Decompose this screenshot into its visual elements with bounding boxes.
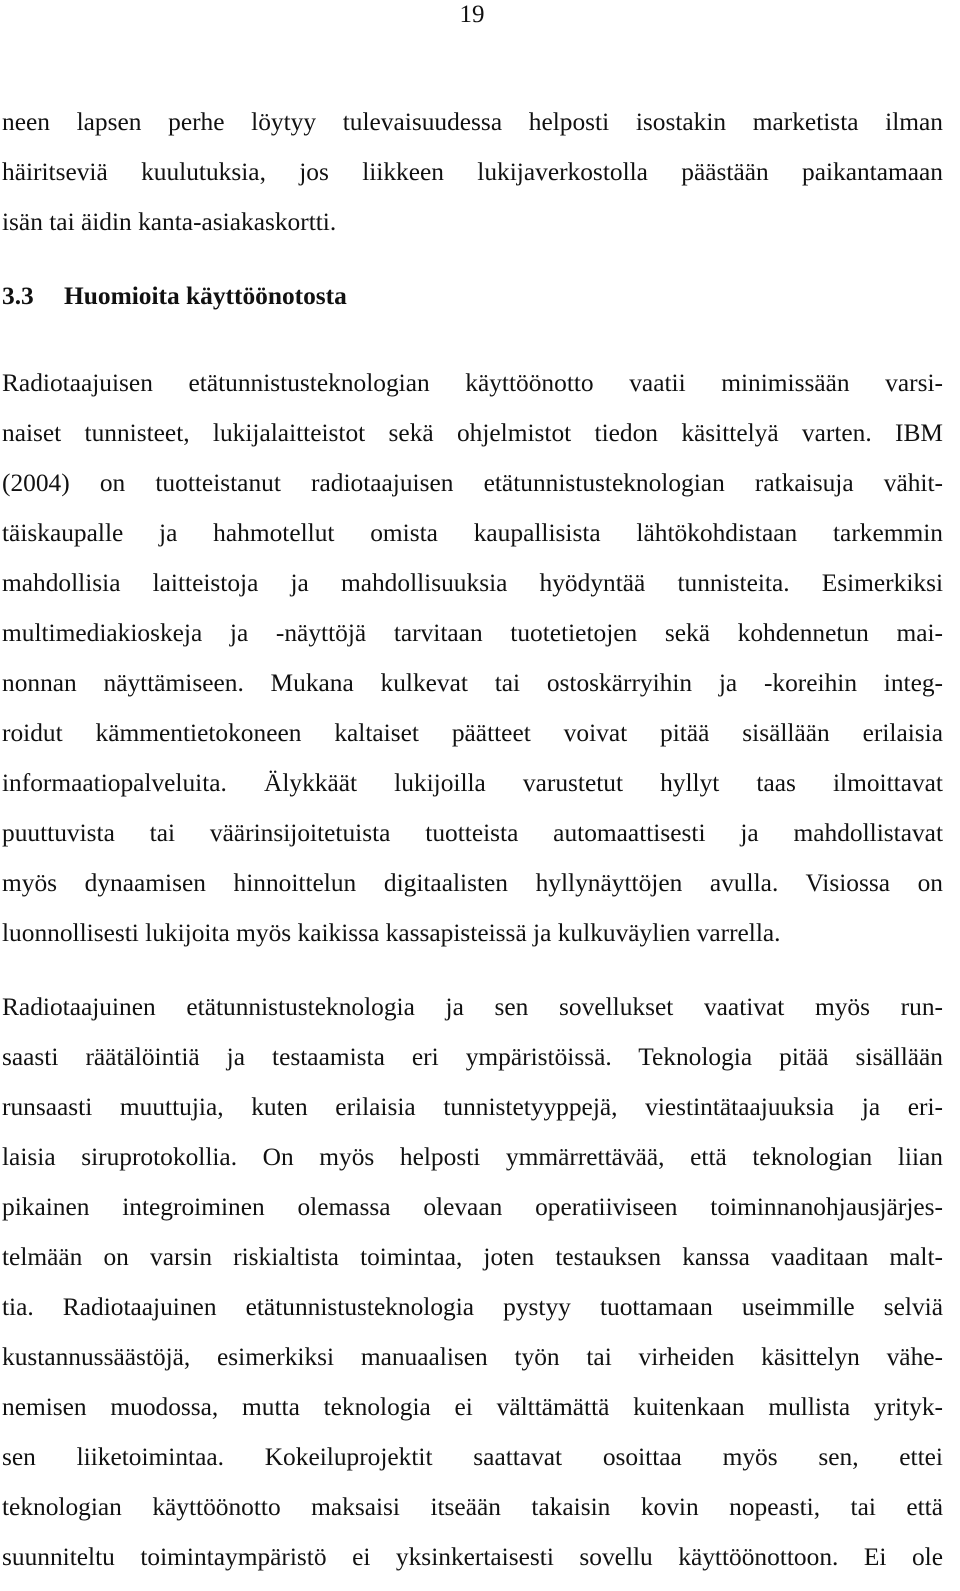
text-line: luonnollisesti lukijoita myös kaikissa kassapisteissä ja kulkuväylien varrella. [2,919,781,947]
text-line: kustannussäästöjä, esimerkiksi manuaalisen työn tai virheiden käsittelyn vähe- [2,1343,943,1371]
text-line: puuttuvista tai väärinsijoitetuista tuotteista automaattisesti ja mahdollistavat [2,819,943,847]
text-line: tia. Radiotaajuinen etätunnistusteknologia pystyy tuottamaan useimmille selviä [2,1293,943,1321]
text-line: multimediakioskeja ja -näyttöjä tarvitaan tuotetietojen sekä kohdennetun mai- [2,619,943,647]
text-line: sen liiketoimintaa. Kokeiluprojektit saattavat osoittaa myös sen, ettei [2,1443,943,1471]
section-heading [2,279,347,313]
section-title: Huomioita käyttöönotosta [64,282,347,310]
text-line: (2004) on tuotteistanut radiotaajuisen etätunnistusteknologian ratkaisuja vähit- [2,469,943,497]
text-line: saasti räätälöintiä ja testaamista eri ympäristöissä. Teknologia pitää sisällään [2,1043,943,1071]
text-line: neen lapsen perhe löytyy tulevaisuudessa helposti isostakin marketista ilman [2,108,943,136]
text-line: runsaasti muuttujia, kuten erilaisia tunnistetyyppejä, viestintätaajuuksia ja eri- [2,1093,943,1121]
text-line: täiskaupalle ja hahmotellut omista kaupallisista lähtökohdistaan tarkemmin [2,519,943,547]
page-number: 19 [459,1,485,28]
text-line: informaatiopalveluita. Älykkäät lukijoilla varustetut hyllyt taas ilmoittavat [2,769,943,797]
text-line: mahdollisia laitteistoja ja mahdollisuuksia hyödyntää tunnisteita. Esimerkiksi [2,569,943,597]
text-line: suunniteltu toimintaympäristö ei yksinkertaisesti sovellu käyttöönottoon. Ei ole [2,1543,943,1571]
text-line: telmään on varsin riskialtista toimintaa, joten testauksen kanssa vaaditaan malt- [2,1243,943,1271]
text-line: isän tai äidin kanta-asiakaskortti. [2,208,337,236]
text-line: teknologian käyttöönotto maksaisi itseään takaisin kovin nopeasti, tai että [2,1493,943,1521]
text-line: naiset tunnisteet, lukijalaitteistot sekä ohjelmistot tiedon käsittelyä varten. IBM [2,419,943,447]
text-line: pikainen integroiminen olemassa olevaan operatiiviseen toiminnanohjausjärjes- [2,1193,943,1221]
text-line: myös dynaamisen hinnoittelun digitaalisten hyllynäyttöjen avulla. Visiossa on [2,869,943,897]
text-line: Radiotaajuisen etätunnistusteknologian käyttöönotto vaatii minimissään varsi- [2,369,943,397]
section-number: 3.3 [2,282,34,310]
text-line: häiritseviä kuulutuksia, jos liikkeen lukijaverkostolla päästään paikantamaan [2,158,943,186]
text-line: laisia siruprotokollia. On myös helposti ymmärrettävää, että teknologian liian [2,1143,943,1171]
text-line: nemisen muodossa, mutta teknologia ei välttämättä kuitenkaan mullista yrityk- [2,1393,943,1421]
text-line: nonnan näyttämiseen. Mukana kulkevat tai ostoskärryihin ja -koreihin integ- [2,669,943,697]
text-line: Radiotaajuinen etätunnistusteknologia ja sen sovellukset vaativat myös run- [2,993,943,1021]
text-line: roidut kämmentietokoneen kaltaiset päätteet voivat pitää sisällään erilaisia [2,719,943,747]
